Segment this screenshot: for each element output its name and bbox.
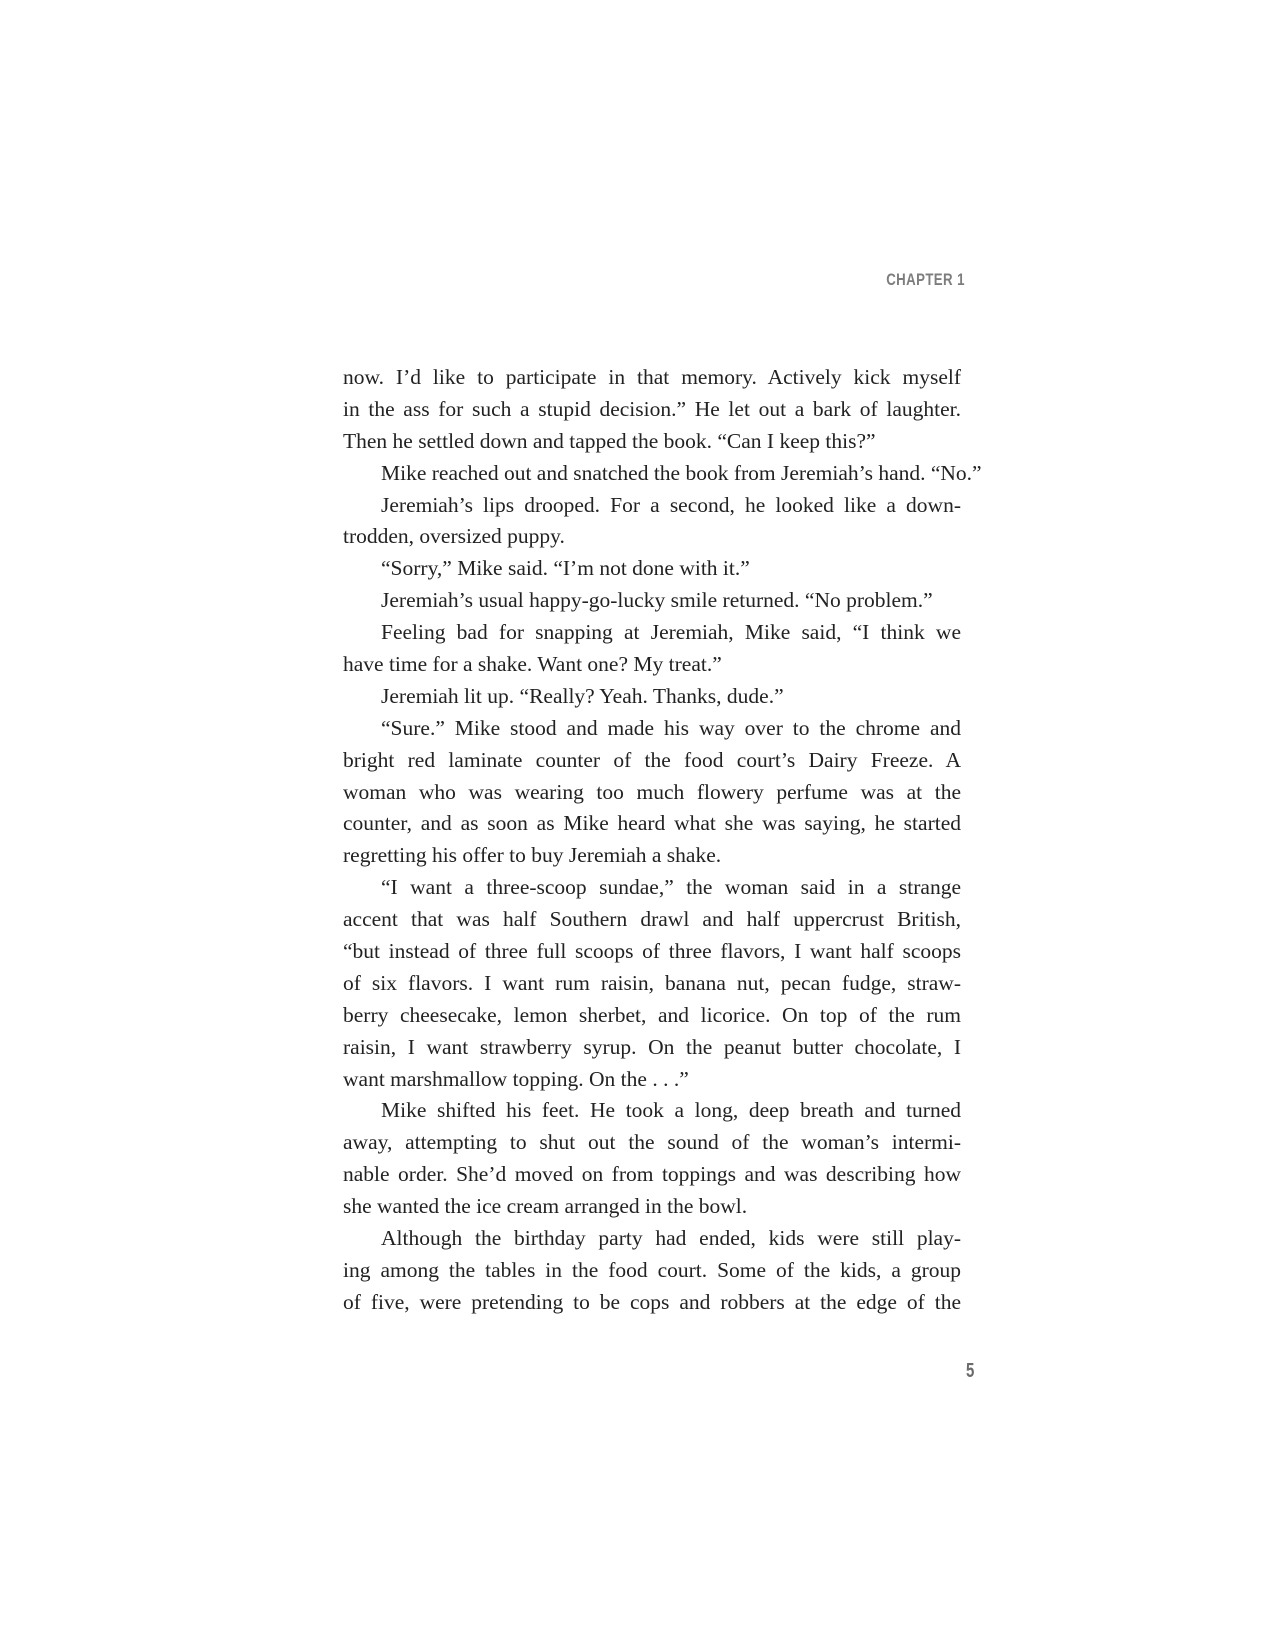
text-line: woman who was wearing too much flowery perfume was at the: [343, 779, 961, 804]
text-line: in the ass for such a stupid decision.” He let out a bark of laughter.: [343, 396, 961, 421]
text-line: nable order. She’d moved on from toppings and was describing how: [343, 1162, 961, 1187]
text-line: “I want a three-scoop sundae,” the woman said in a strange: [381, 875, 961, 900]
text-line: Mike shifted his feet. He took a long, deep breath and turned: [381, 1098, 961, 1123]
text-line: Jeremiah lit up. “Really? Yeah. Thanks, dude.”: [381, 683, 784, 708]
text-line: want marshmallow topping. On the . . .”: [343, 1066, 689, 1091]
page-number: 5: [966, 1360, 975, 1382]
text-line: Feeling bad for snapping at Jeremiah, Mike said, “I think we: [381, 620, 961, 645]
text-line: “but instead of three full scoops of three flavors, I want half scoops: [343, 939, 961, 964]
text-line: berry cheesecake, lemon sherbet, and licorice. On top of the rum: [343, 1002, 961, 1027]
text-line: she wanted the ice cream arranged in the bowl.: [343, 1194, 748, 1219]
text-line: of six flavors. I want rum raisin, banana nut, pecan fudge, straw-: [343, 970, 961, 995]
body-text: [343, 362, 982, 1319]
text-line: Mike reached out and snatched the book from Jeremiah’s hand. “No.”: [381, 460, 982, 485]
text-line: “Sure.” Mike stood and made his way over to the chrome and: [381, 715, 961, 740]
text-line: ing among the tables in the food court. Some of the kids, a group: [343, 1257, 961, 1282]
text-line: Jeremiah’s lips drooped. For a second, he looked like a down-: [381, 492, 961, 517]
text-line: trodden, oversized puppy.: [343, 524, 565, 549]
running-head: CHAPTER 1: [886, 270, 965, 289]
text-line: raisin, I want strawberry syrup. On the peanut butter chocolate, I: [343, 1034, 961, 1059]
text-line: accent that was half Southern drawl and half uppercrust British,: [343, 907, 961, 932]
text-line: Jeremiah’s usual happy-go-lucky smile returned. “No problem.”: [381, 588, 933, 613]
text-line: “Sorry,” Mike said. “I’m not done with it.”: [381, 556, 750, 581]
text-line: Although the birthday party had ended, kids were still play-: [381, 1226, 961, 1251]
text-line: of five, were pretending to be cops and robbers at the edge of the: [343, 1289, 961, 1314]
text-line: now. I’d like to participate in that memory. Actively kick myself: [343, 365, 961, 389]
text-line: Then he settled down and tapped the book. “Can I keep this?”: [343, 428, 876, 453]
text-line: bright red laminate counter of the food court’s Dairy Freeze. A: [343, 747, 961, 772]
text-line: counter, and as soon as Mike heard what she was saying, he started: [343, 811, 961, 836]
text-line: regretting his offer to buy Jeremiah a shake.: [343, 843, 722, 868]
text-line: have time for a shake. Want one? My treat.”: [343, 652, 722, 677]
text-line: away, attempting to shut out the sound of the woman’s intermi-: [343, 1130, 961, 1155]
